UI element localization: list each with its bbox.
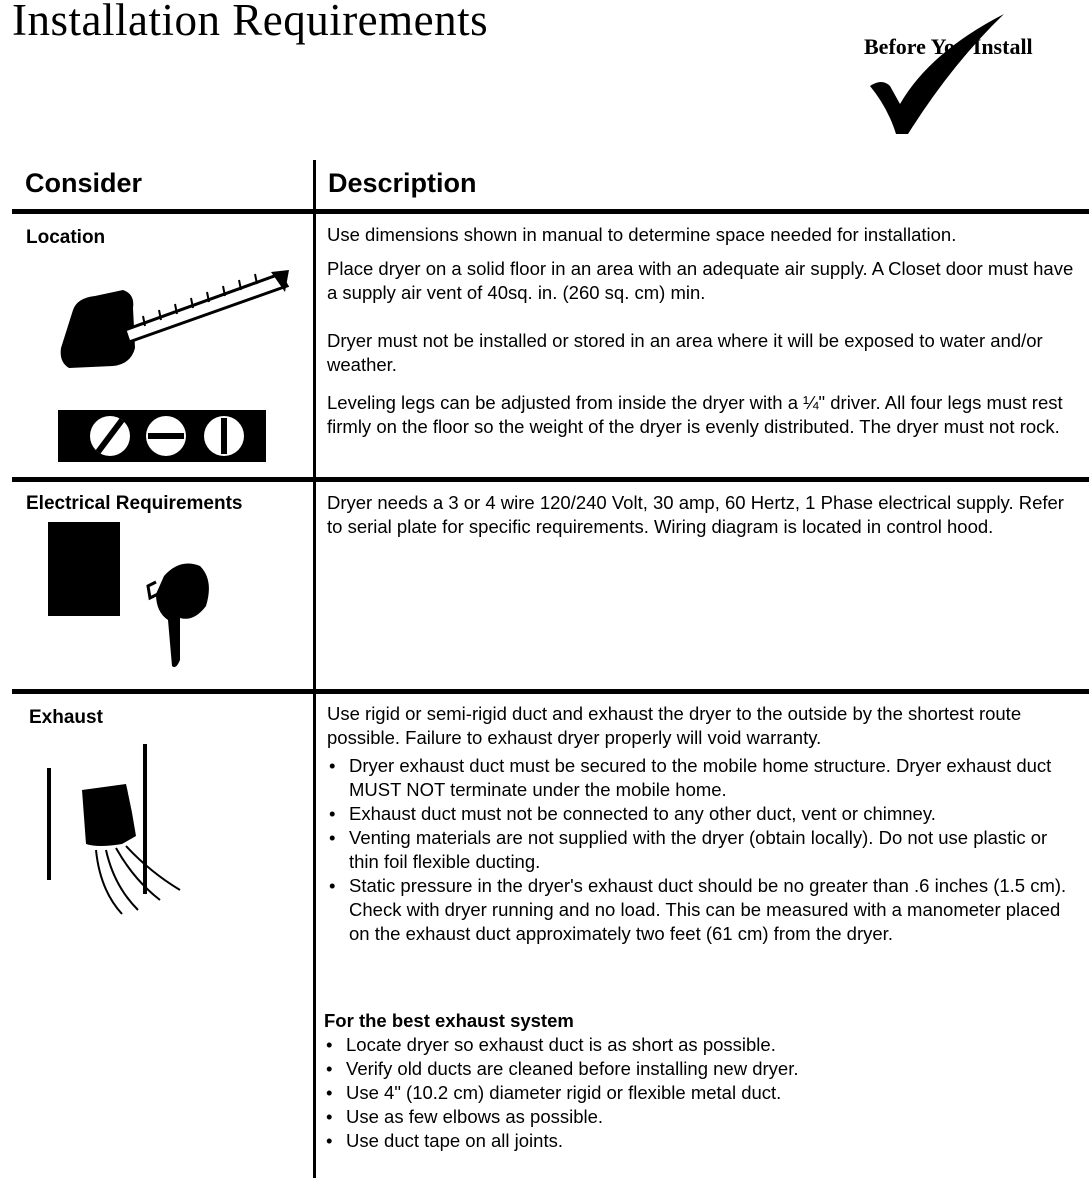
location-text-2: Place dryer on a solid floor in an area with an adequate air supply. A Closet door must have a supply air vent of 40sq. in. (260 sq. cm) min. (327, 258, 1074, 303)
exhaust-bullet: • Static pressure in the dryer's exhaust duct should be no greater than .6 inches (1.5 cm). Check with dryer running and no load. This can be measured with a manometer placed on the exhaust duct approximately two feet (61 cm) from the dryer. (327, 874, 1082, 946)
tape-measure-icon (55, 268, 290, 378)
location-text-4: Leveling legs can be adjusted from inside the dryer with a ¼" driver. All four legs must rest firmly on the floor so the weight of the dryer is evenly distributed. The dryer must not rock. (327, 392, 1063, 437)
exhaust-description (327, 702, 1082, 946)
column-divider (313, 160, 316, 1178)
best-exhaust-bullet: • Use as few elbows as possible. (324, 1105, 1079, 1129)
checkmark-icon (868, 8, 1008, 136)
location-description (327, 223, 1082, 439)
row-divider-electrical (12, 689, 1089, 694)
exhaust-bullet: • Dryer exhaust duct must be secured to the mobile home structure. Dryer exhaust duct MUST NOT terminate under the mobile home. (327, 754, 1082, 802)
best-exhaust-bullet: • Use duct tape on all joints. (324, 1129, 1079, 1153)
exhaust-bullet: • Venting materials are not supplied with the dryer (obtain locally). Do not use plastic or thin foil flexible ducting. (327, 826, 1082, 874)
best-exhaust-bullet: • Use 4" (10.2 cm) diameter rigid or flexible metal duct. (324, 1081, 1079, 1105)
best-exhaust-block (324, 1009, 1079, 1153)
location-label: Location (26, 227, 106, 248)
before-you-install-label: Before You Install (864, 34, 1033, 59)
electrical-outlet-icon (44, 520, 224, 672)
column-header-description: Description (328, 168, 477, 198)
row-divider-location (12, 477, 1089, 482)
best-exhaust-list (324, 1033, 1079, 1153)
electrical-description (327, 491, 1082, 539)
best-exhaust-heading: For the best exhaust system (324, 1010, 574, 1031)
best-exhaust-bullet: • Locate dryer so exhaust duct is as short as possible. (324, 1033, 1079, 1057)
exhaust-intro: Use rigid or semi-rigid duct and exhaust the dryer to the outside by the shortest route possible. Failure to exhaust dryer properly will void warranty. (327, 703, 1022, 748)
header-divider (12, 209, 1089, 214)
electrical-text: Dryer needs a 3 or 4 wire 120/240 Volt, 30 amp, 60 Hertz, 1 Phase electrical supply. Refer to serial plate for specific requirements. Wiring diagram is located in control hood. (327, 492, 1064, 537)
location-text-3: Dryer must not be installed or stored in an area where it will be exposed to water and/or weather. (327, 330, 1043, 375)
column-header-consider: Consider (25, 168, 143, 198)
electrical-label: Electrical Requirements (26, 493, 243, 514)
exhaust-bullet: • Exhaust duct must not be connected to any other duct, vent or chimney. (327, 802, 1082, 826)
exhaust-vent-icon (40, 740, 190, 920)
location-text-1: Use dimensions shown in manual to determine space needed for installation. (327, 224, 957, 245)
exhaust-label: Exhaust (29, 707, 103, 728)
level-tool-icon (56, 408, 268, 464)
best-exhaust-bullet: • Verify old ducts are cleaned before installing new dryer. (324, 1057, 1079, 1081)
exhaust-bullet-list (327, 754, 1082, 946)
page-title: Installation Requirements (12, 0, 489, 45)
